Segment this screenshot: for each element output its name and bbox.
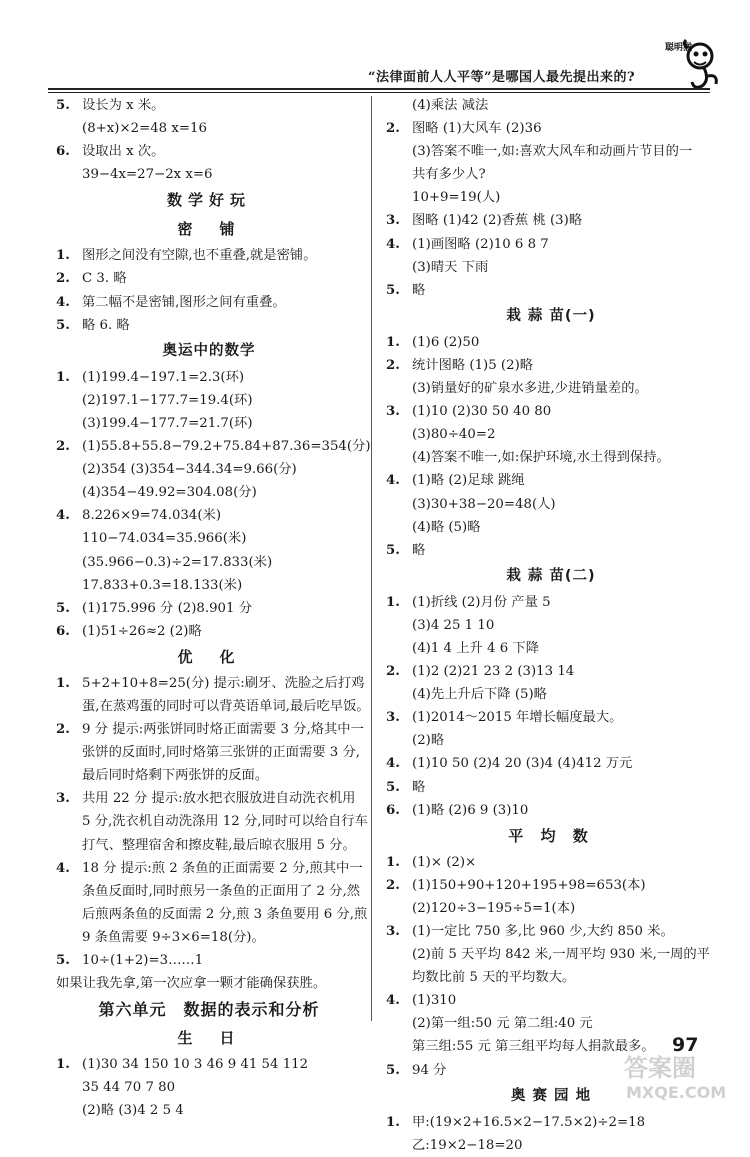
- item-text: 第二幅不是密铺,图形之间有重叠。: [82, 294, 286, 310]
- watermark-logo-icon: [620, 1048, 740, 1104]
- answer-continuation: (35.966−0.3)÷2=17.833(米): [82, 554, 273, 570]
- item-number: 6.: [56, 623, 70, 639]
- answer-item: [386, 776, 716, 799]
- item-text: 5+2+10+8=25(分) 提示:刷牙、洗脸之后打鸡: [82, 675, 365, 691]
- right-column: [386, 94, 716, 1157]
- item-number: 5.: [56, 317, 70, 333]
- item-text: 图略 (1)大风车 (2)36: [412, 121, 542, 137]
- answer-continuation: (4)先上升后下降 (5)略: [412, 687, 547, 703]
- answer-continuation: (2)前 5 天平均 842 米,一周平均 930 米,一周的平: [412, 947, 711, 963]
- answer-item: [386, 851, 716, 874]
- answer-item: [386, 539, 716, 562]
- answer-item: [56, 718, 362, 741]
- answer-item: [56, 787, 362, 810]
- answer-item: [56, 672, 365, 695]
- answer-continuation: 蛋,在蒸鸡蛋的同时可以背英语单词,最后吃早饭。: [82, 698, 370, 714]
- answer-continuation: 均数比前 5 天的平均数大。: [412, 970, 576, 986]
- item-number: 5.: [386, 282, 400, 298]
- answer-item: [386, 799, 716, 822]
- answer-item: [386, 331, 716, 354]
- item-number: 5.: [386, 779, 400, 795]
- item-text: (1)30 34 150 10 3 46 9 41 54 112: [82, 1057, 309, 1073]
- item-number: 1.: [56, 248, 70, 264]
- item-text: (1)6 (2)50: [412, 334, 480, 350]
- header-slogan: “法律面前人人平等”是哪国人最先提出来的?: [368, 70, 636, 85]
- item-text: 略: [412, 542, 426, 558]
- section-heading: 优 化: [177, 647, 241, 666]
- answer-item: [56, 314, 362, 337]
- answer-continuation: (2)略 (3)4 2 5 4: [82, 1103, 184, 1119]
- item-text: (1)画图略 (2)10 6 8 7: [412, 236, 549, 252]
- answer-continuation: 共有多少人?: [412, 167, 486, 183]
- header-rule-thin: [48, 92, 710, 93]
- item-number: 5.: [56, 953, 70, 968]
- item-text: (1)51÷26≈2 (2)略: [82, 623, 202, 639]
- item-text: (1)折线 (2)月份 产量 5: [412, 594, 551, 610]
- item-number: 5.: [56, 600, 70, 616]
- item-number: 2.: [386, 357, 400, 373]
- answer-item: [56, 291, 362, 314]
- answer-continuation: 第三组:55 元 第三组平均每人捐款最多。: [412, 1039, 655, 1055]
- answer-continuation: 17.833+0.3=18.133(米): [82, 577, 243, 593]
- item-text: (1)略 (2)6 9 (3)10: [412, 802, 529, 818]
- answer-continuation: 9 条鱼需要 9÷3×6=18(分)。: [82, 929, 265, 945]
- answer-continuation: 39−4x=27−2x x=6: [82, 167, 213, 183]
- answer-continuation: (3)199.4−177.7=21.7(环): [82, 415, 253, 431]
- answer-continuation: (2)略: [412, 733, 445, 749]
- item-number: 2.: [56, 439, 70, 455]
- answer-continuation: (3)答案不唯一,如:喜欢大风车和动画片节目的一: [412, 144, 693, 160]
- item-text: 甲:(19×2+16.5×2−17.5×2)÷2=18: [412, 1114, 646, 1130]
- answer-continuation: (4)答案不唯一,如:保护环境,水土得到保持。: [412, 450, 670, 466]
- answer-item: [386, 354, 716, 377]
- item-text: (1)175.996 分 (2)8.901 分: [82, 600, 252, 616]
- section-heading: 数学好玩: [166, 191, 251, 210]
- answer-continuation: (2)第一组:50 元 第二组:40 元: [412, 1016, 593, 1032]
- answer-item: [56, 1053, 362, 1076]
- answer-item: [386, 1111, 716, 1134]
- item-number: 4.: [386, 756, 400, 772]
- answer-continuation: (2)197.1−177.7=19.4(环): [82, 392, 253, 408]
- item-number: 4.: [56, 860, 70, 876]
- item-number: 2.: [386, 877, 400, 893]
- mascot-text: 聪明猴: [665, 43, 693, 53]
- answer-item: [386, 989, 716, 1012]
- item-number: 2.: [386, 664, 400, 680]
- item-number: 3.: [386, 404, 400, 420]
- item-number: 3.: [386, 213, 400, 229]
- answer-item: [386, 591, 716, 614]
- answer-item: [56, 949, 362, 972]
- answer-continuation: (8+x)×2=48 x=16: [82, 121, 207, 137]
- answer-continuation: (4)1 4 上升 4 6 下降: [412, 640, 539, 656]
- answer-item: [386, 752, 716, 775]
- item-text: 94 分: [412, 1062, 447, 1078]
- left-column: [56, 94, 371, 1122]
- item-text: (1)略 (2)足球 跳绳: [412, 473, 525, 489]
- item-text: (1)150+90+120+195+98=653(本): [412, 877, 646, 893]
- header-rule: [48, 88, 710, 90]
- answer-continuation: (4)乘法 减法: [412, 98, 489, 113]
- answer-continuation: (2)120÷3−195÷5=1(本): [412, 900, 576, 916]
- item-text: (1)199.4−197.1=2.3(环): [82, 369, 245, 385]
- answer-item: [56, 435, 371, 458]
- page-number: 97: [672, 1034, 699, 1056]
- item-text: 8.226×9=74.034(米): [82, 508, 222, 524]
- answer-item: [56, 94, 362, 117]
- svg-text:MXQE.COM: MXQE.COM: [626, 1083, 727, 1102]
- item-text: 18 分 提示:煎 2 条鱼的正面需要 2 分,煎其中一: [82, 860, 363, 876]
- answer-item: [56, 366, 362, 389]
- answer-item: [386, 469, 716, 492]
- answer-continuation: (3)30+38−20=48(人): [412, 496, 556, 512]
- monkey-mascot-icon: [664, 36, 720, 90]
- item-number: 6.: [56, 144, 70, 160]
- answer-item: [386, 874, 716, 897]
- item-text: 10÷(1+2)=3……1: [82, 953, 204, 968]
- answer-continuation: (3)80÷40=2: [412, 427, 496, 443]
- item-number: 2.: [386, 121, 400, 137]
- answer-continuation: (2)354 (3)354−344.34=9.66(分): [82, 462, 297, 478]
- answer-item: [56, 140, 362, 163]
- item-text: 略: [412, 282, 426, 298]
- answer-item: [386, 233, 716, 256]
- item-number: 1.: [386, 854, 400, 870]
- answer-item: [386, 117, 716, 140]
- item-number: 4.: [56, 294, 70, 310]
- item-number: 1.: [56, 369, 70, 385]
- answer-continuation: 张饼的反面时,同时烙第三张饼的正面需要 3 分,: [82, 745, 361, 761]
- item-number: 2.: [56, 722, 70, 738]
- item-number: 1.: [56, 1057, 70, 1073]
- section-heading: 密 铺: [177, 220, 241, 239]
- item-text: 图形之间没有空隙,也不重叠,就是密铺。: [82, 248, 317, 264]
- item-number: 2.: [56, 271, 70, 287]
- item-number: 4.: [386, 236, 400, 252]
- item-number: 3.: [386, 710, 400, 726]
- answer-continuation: 条鱼反面时,同时煎另一条鱼的正面用了 2 分,然: [82, 883, 361, 899]
- answer-item: [56, 620, 362, 643]
- answer-continuation: (3)晴天 下雨: [412, 259, 489, 275]
- answer-continuation: (4)354−49.92=304.08(分): [82, 485, 257, 501]
- item-text: 略: [412, 779, 426, 795]
- item-number: 4.: [386, 473, 400, 489]
- answer-item: [386, 660, 716, 683]
- section-heading: 栽 蒜 苗(一): [506, 307, 596, 324]
- section-heading: 生 日: [177, 1029, 241, 1048]
- item-number: 3.: [56, 791, 70, 807]
- answer-item: [386, 209, 716, 232]
- section-heading: 第六单元 数据的表示和分析: [98, 1000, 320, 1020]
- section-heading: 平 均 数: [508, 826, 594, 845]
- item-text: 共用 22 分 提示:放水把衣服放进自动洗衣机用: [82, 791, 356, 807]
- item-text: 设取出 x 次。: [82, 144, 165, 160]
- item-number: 4.: [56, 508, 70, 524]
- answer-continuation: (3)销量好的矿泉水多进,少进销量差的。: [412, 381, 648, 397]
- item-number: 5.: [386, 542, 400, 558]
- item-text: C 3. 略: [82, 271, 127, 287]
- answer-item: [386, 400, 716, 423]
- answer-item: [56, 267, 362, 290]
- item-number: 1.: [386, 1114, 400, 1130]
- answer-continuation: (4)略 (5)略: [412, 519, 481, 535]
- item-text: (1)一定比 750 多,比 960 少,大约 850 米。: [412, 924, 674, 939]
- answer-continuation: 35 44 70 7 80: [82, 1080, 176, 1096]
- section-heading: 奥运中的数学: [162, 342, 256, 359]
- item-text: 略 6. 略: [82, 317, 130, 333]
- answer-continuation: 10+9=19(人): [412, 190, 501, 206]
- answer-continuation: 后煎两条鱼的反面需 2 分,煎 3 条鱼要用 6 分,煎: [82, 906, 368, 922]
- item-text: (1)10 (2)30 50 40 80: [412, 404, 552, 420]
- answer-continuation: (3)4 25 1 10: [412, 617, 495, 633]
- answer-text: 如果让我先拿,第一次应拿一颗才能确保获胜。: [56, 976, 327, 992]
- answer-item: [56, 857, 362, 880]
- item-number: 3.: [386, 924, 400, 939]
- item-number: 5.: [56, 98, 70, 113]
- item-text: (1)2 (2)21 23 2 (3)13 14: [412, 664, 575, 680]
- item-text: (1)10 50 (2)4 20 (3)4 (4)412 万元: [412, 756, 633, 772]
- item-number: 4.: [386, 993, 400, 1009]
- item-text: 统计图略 (1)5 (2)略: [412, 357, 534, 373]
- section-heading: 奥 赛 园 地: [510, 1087, 592, 1104]
- item-number: 1.: [56, 675, 70, 691]
- item-number: 6.: [386, 802, 400, 818]
- item-text: (1)310: [412, 993, 457, 1009]
- item-text: 9 分 提示:两张饼同时烙正面需要 3 分,烙其中一: [82, 722, 364, 738]
- answer-continuation: 5 分,洗衣机自动洗涤用 12 分,同时可以给自行车: [82, 814, 368, 830]
- item-number: 1.: [386, 594, 400, 610]
- item-text: (1)2014～2015 年增长幅度最大。: [412, 710, 623, 726]
- section-heading: 栽 蒜 苗(二): [506, 567, 596, 584]
- answer-continuation: 乙:19×2−18=20: [412, 1137, 523, 1153]
- answer-item: [56, 504, 362, 527]
- item-number: 5.: [386, 1062, 400, 1078]
- svg-text:答案圈: 答案圈: [624, 1054, 696, 1082]
- item-text: (1)× (2)×: [412, 854, 477, 870]
- item-text: 设长为 x 米。: [82, 98, 165, 113]
- answer-item: [386, 920, 716, 943]
- answer-continuation: 最后同时烙剩下两张饼的反面。: [82, 768, 269, 784]
- answer-continuation: 110−74.034=35.966(米): [82, 531, 247, 547]
- answer-continuation: 打气、整理宿舍和擦皮鞋,最后晾衣服用 5 分。: [82, 837, 356, 853]
- column-divider: [371, 96, 372, 1021]
- answer-item: [56, 244, 362, 267]
- item-text: 图略 (1)42 (2)香蕉 桃 (3)略: [412, 213, 583, 229]
- answer-item: [56, 597, 362, 620]
- answer-item: [386, 279, 716, 302]
- item-number: 1.: [386, 334, 400, 350]
- answer-item: [386, 706, 716, 729]
- item-text: (1)55.8+55.8−79.2+75.84+87.36=354(分): [82, 439, 371, 455]
